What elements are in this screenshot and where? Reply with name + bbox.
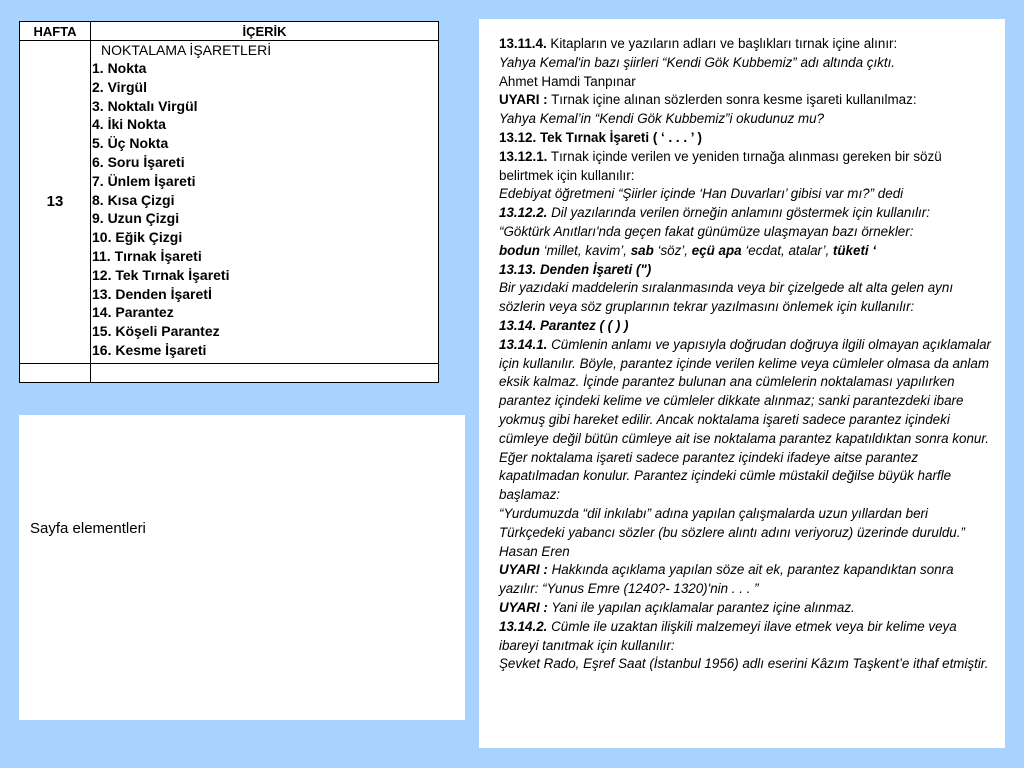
section-number: 13.14.1. (499, 336, 548, 352)
list-item: 9. Uzun Çizgi (92, 210, 180, 227)
page-elements-box (19, 415, 465, 720)
section-heading: 13.14. Parantez ( ( ) ) (499, 317, 629, 333)
paragraph (499, 148, 995, 186)
list-item: 1. Nokta (92, 60, 147, 76)
paragraph (499, 618, 995, 656)
paragraph-text: Kitapların ve yazıların adları ve başlıkları tırnak içine alınır: (546, 36, 898, 51)
paragraph-text: Cümlenin anlamı ve yapısıyla doğrudan doğruya ilgili olmayan açıklamalar için kullanılır. Böyle, parantez içinde verilen kelime veya cümleler olmasa da anlam eksik kalmaz. İçinde parantez bulunan ana cümlelerin noktalaması yapılırken parantez içindeki kelime ve cümleler dikkate alınmaz; sanki parantezdeki ibare yokmuş gibi hareket edilir. Ancak noktalama işareti sadece parantez içindeki cümleye değil bütün cümleye ait ise noktalama parantez kapatıldıktan sonra konur. Eğer noktalama işareti sadece parantez içindeki ifadeye aitse parantez kapatılmadan konulur. Parantez içindeki cümle müstakil değilse büyük harfle başlamaz: (499, 336, 992, 503)
list-item: 13. Denden İşaretİ (92, 285, 212, 302)
list-item: 15. Köşeli Parantez (92, 323, 220, 340)
list-item: 10. Eğik Çizgi (92, 229, 183, 246)
paragraph-text: Bir yazıdaki maddelerin sıralanmasında veya bir çizelgede alt alta gelen aynı sözlerin veya söz gruplarının tekrar yazılmasını önlemek için kullanılır: (499, 280, 954, 315)
list-item: 3. Noktalı Virgül (92, 97, 198, 114)
paragraph (499, 336, 995, 505)
list-item: 11. Tırnak İşareti (92, 247, 202, 264)
list-item: 7. Ünlem İşareti (92, 172, 196, 189)
paragraph (499, 599, 995, 618)
word-meaning: ‘millet, kavim’, (539, 242, 631, 258)
week-content-table (19, 21, 439, 383)
empty-table-row (20, 363, 439, 382)
warning-label: UYARI : (499, 599, 548, 615)
table-row (20, 41, 439, 364)
list-item: 16. Kesme İşareti (92, 341, 207, 358)
example-text: Şevket Rado, Eşref Saat (İstanbul 1956) adlı eserini Kâzım Taşkent’e ithaf etmiştir. (499, 656, 989, 672)
list-item: 8. Kısa Çizgi (92, 191, 175, 208)
word-meaning: ‘söz’, (653, 242, 692, 258)
example-text: Yahya Kemal'in bazı şiirleri “Kendi Gök Kubbemiz” adı altında çıktı. (499, 54, 896, 70)
header-content: İÇERİK (91, 22, 439, 41)
list-item: 12. Tek Tırnak İşareti (92, 266, 230, 283)
example-text: Edebiyat öğretmeni “Şiirler içinde ‘Han Duvarları’ gibisi var mı?” dedi (499, 186, 904, 202)
list-item: 2. Virgül (92, 78, 147, 95)
example-text: “Yurdumuzda “dil inkılabı” adına yapılan çalışmalarda uzun yıllardan beri Türkçedeki yabancı sözler (bu sözlere alıntı adını veriyoruz) üzerinde duruldu.” Hasan Eren (499, 505, 965, 559)
week-number: 13 (20, 41, 91, 364)
empty-cell (91, 363, 439, 382)
page-elements-label: Sayfa elementleri (30, 520, 146, 537)
example-word: eçü apa (691, 242, 742, 258)
content-title: NOKTALAMA İŞARETLERİ (101, 42, 272, 58)
example-text: “Göktürk Anıtları'nda geçen fakat günümüze ulaşmayan bazı örnekler: (499, 223, 914, 239)
warning-label: UYARI : (499, 92, 548, 108)
table-header-row (20, 22, 439, 41)
list-item: 5. Üç Nokta (92, 135, 169, 152)
text-panel (479, 19, 1005, 748)
section-number: 13.12.2. (499, 205, 548, 221)
example-words (499, 242, 995, 261)
paragraph-text: Cümle ile uzaktan ilişkili malzemeyi ilave etmek veya bir kelime veya ibareyi tanıtmak için kullanılır: (499, 618, 957, 653)
word-meaning: ‘ecdat, atalar’, (741, 242, 833, 258)
header-week: HAFTA (20, 22, 91, 41)
paragraph (499, 35, 995, 54)
example-word: bodun (499, 242, 540, 258)
paragraph (499, 204, 995, 223)
paragraph (499, 561, 995, 599)
paragraph-text: Hakkında açıklama yapılan söze ait ek, parantez kapandıktan sonra yazılır: “Yunus Emre (1240?- 1320)'nin . . . ” (499, 562, 954, 597)
list-item: 4. İki Nokta (92, 116, 166, 133)
list-item: 14. Parantez (92, 304, 174, 321)
paragraph-text: Tırnak içinde verilen ve yeniden tırnağa alınması gereken bir sözü belirtmek için kullanılır: (499, 148, 942, 183)
section-number: 13.14.2. (499, 618, 548, 634)
section-number: 13.12.1. (499, 148, 548, 164)
author-name: Ahmet Hamdi Tanpınar (499, 73, 636, 89)
section-heading: 13.12. Tek Tırnak İşareti ( ‘ . . . ’ ) (499, 129, 702, 145)
content-list (91, 59, 438, 360)
warning-label: UYARI : (499, 562, 548, 578)
section-heading: 13.13. Denden İşareti (") (499, 261, 652, 277)
paragraph (499, 91, 995, 110)
example-word: sab (630, 242, 654, 258)
paragraph-text: Dil yazılarında verilen örneğin anlamını göstermek için kullanılır: (547, 205, 930, 221)
content-cell (91, 41, 439, 364)
list-item: 6. Soru İşareti (92, 153, 185, 170)
empty-cell (20, 363, 91, 382)
example-text: Yahya Kemal’in “Kendi Gök Kubbemiz”i okudunuz mu? (499, 111, 825, 127)
paragraph-text: Tırnak içine alınan sözlerden sonra kesme işareti kullanılmaz: (547, 92, 917, 108)
example-word: tüketi ‘ (832, 242, 877, 258)
paragraph-text: Yani ile yapılan açıklamalar parantez içine alınmaz. (547, 599, 855, 615)
section-number: 13.11.4. (499, 36, 547, 51)
